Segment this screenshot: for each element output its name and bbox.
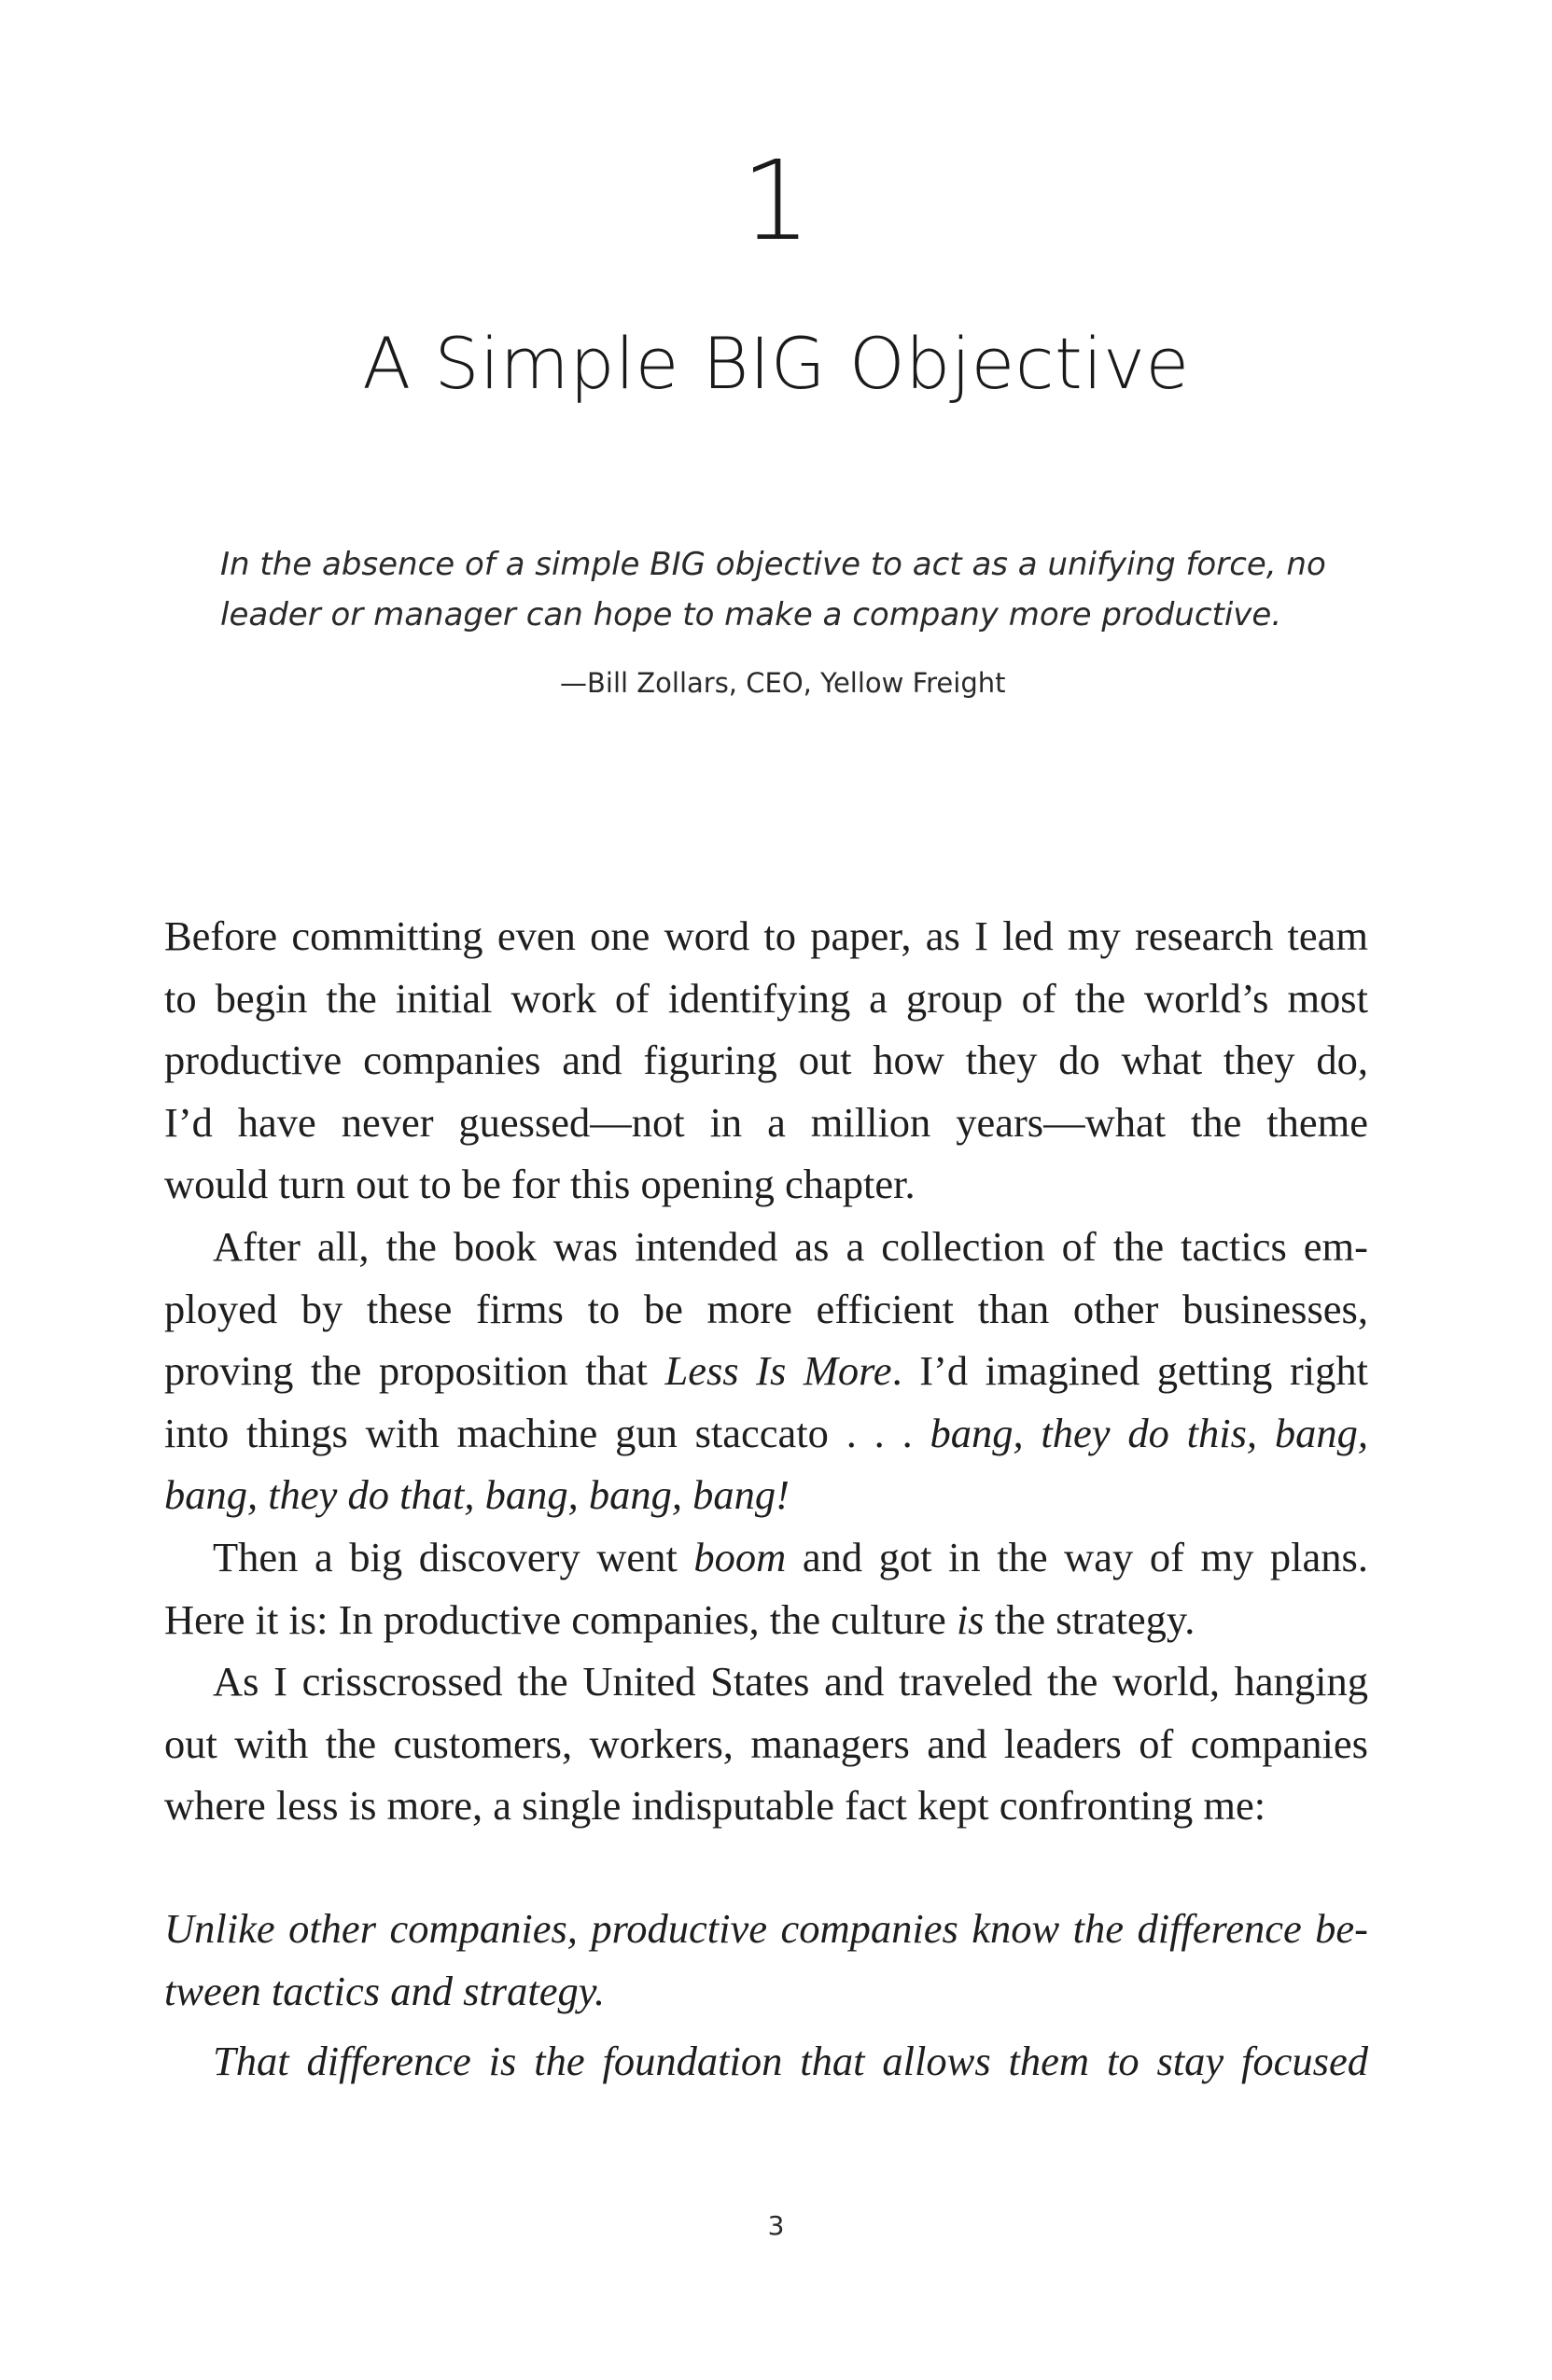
- text-line: to begin the initial work of identifying a group of the world’s most: [164, 974, 1368, 1022]
- body-paragraph: [164, 1650, 1368, 1837]
- chapter-title: A Simple BIG Objective: [362, 322, 1190, 405]
- emphasis-text: bang, they do this, bang,: [930, 1409, 1368, 1456]
- text-run: . I’d imagined getting right: [891, 1347, 1368, 1394]
- page-number: 3: [767, 2210, 785, 2241]
- text-line: bang, they do that, bang, bang, bang!: [164, 1471, 790, 1518]
- italic-statement: [164, 2030, 1368, 2093]
- text-line: That difference is the foundation that allows them to stay focused: [213, 2038, 1368, 2084]
- text-line: would turn out to be for this opening chapter.: [164, 1161, 916, 1207]
- text-line: I’d have never guessed—not in a million years—what the theme: [164, 1098, 1368, 1146]
- emphasis-text: boom: [693, 1534, 787, 1580]
- text-line: productive companies and figuring out how they do what they do,: [164, 1037, 1368, 1083]
- text-run: into things with machine gun staccato . . .: [164, 1409, 930, 1456]
- text-run: proving the proposition that: [164, 1347, 665, 1394]
- chapter-number: 1: [740, 136, 812, 265]
- text-run: and got in the way of my plans.: [786, 1534, 1368, 1580]
- body-paragraph: [164, 1216, 1368, 1526]
- text-line: [164, 1340, 1368, 1402]
- book-title-emphasis: Less Is More: [664, 1347, 892, 1394]
- text-run: the strategy.: [984, 1595, 1195, 1643]
- text-line: As I crisscrossed the United States and traveled the world, hanging: [213, 1658, 1368, 1705]
- text-line: tween tactics and strategy.: [164, 1967, 606, 2014]
- text-line: [164, 1402, 1368, 1465]
- text-run: Here it is: In productive companies, the culture: [164, 1595, 957, 1643]
- text-line: After all, the book was intended as a collection of the tactics em-: [213, 1223, 1368, 1270]
- text-line: where less is more, a single indisputable fact kept confronting me:: [164, 1782, 1266, 1829]
- text-line: [164, 1526, 1368, 1589]
- text-line: out with the customers, workers, managers and leaders of companies: [164, 1719, 1368, 1767]
- body-paragraph: [164, 1526, 1368, 1650]
- emphasis-text: is: [956, 1595, 985, 1643]
- epigraph-line: leader or manager can hope to make a company more productive.: [220, 596, 1282, 633]
- body-paragraph: [164, 905, 1368, 1216]
- text-line: ployed by these firms to be more efficient than other businesses,: [164, 1285, 1368, 1332]
- epigraph-attribution: —Bill Zollars, CEO, Yellow Freight: [560, 667, 1006, 699]
- text-line: [164, 1589, 1368, 1651]
- text-run: Then a big discovery went: [213, 1534, 694, 1580]
- text-line: Before committing even one word to paper, as I led my research team: [164, 912, 1368, 959]
- epigraph-line: In the absence of a simple BIG objective to act as a unifying force, no: [220, 546, 1326, 583]
- italic-statement: [164, 1898, 1368, 2022]
- text-line: Unlike other companies, productive companies know the difference be-: [164, 1905, 1368, 1952]
- epigraph-quote: [220, 539, 1359, 640]
